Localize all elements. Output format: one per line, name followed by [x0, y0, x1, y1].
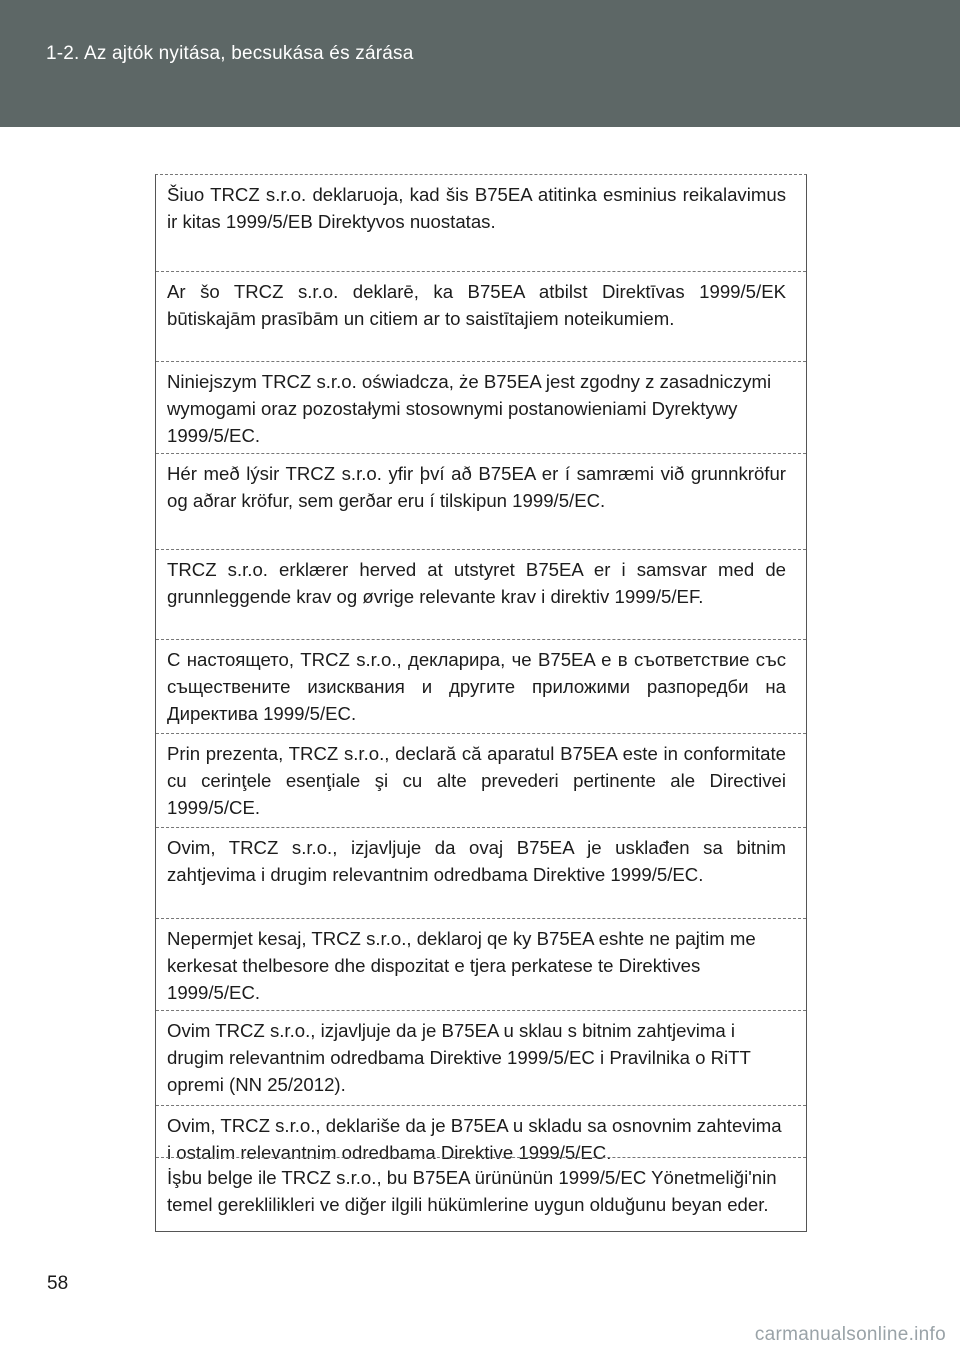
watermark: carmanualsonline.info	[754, 1324, 946, 1345]
declaration-turkish: İşbu belge ile TRCZ s.r.o., bu B75EA ürününün 1999/5/EC Yönetmeliği'nin temel gereklilikleri ve diğer ilgili hükümlerine uygun olduğunu beyan eder.	[156, 1157, 806, 1233]
declaration-norwegian: TRCZ s.r.o. erklærer herved at utstyret B75EA er i samsvar med de grunnleggende krav og øvrige relevante krav i direktiv 1999/5/EF.	[156, 549, 806, 639]
declaration-lithuanian: Šiuo TRCZ s.r.o. deklaruoja, kad šis B75EA atitinka esminius reikalavimus ir kitas 1999/5/EB Direktyvos nuostatas.	[167, 184, 786, 232]
declaration-croatian-ritt: Ovim TRCZ s.r.o., izjavljuje da je B75EA u sklau s bitnim zahtjevima i drugim relevantnim odredbama Direktive 1999/5/EC i Pravilnika o RiTT opremi (NN 25/2012).	[156, 1010, 806, 1105]
declaration-table	[155, 174, 807, 1232]
declaration-polish: Niniejszym TRCZ s.r.o. oświadcza, że B75EA jest zgodny z zasadniczymi wymogami oraz pozostałymi stosownymi postanowieniami Dyrektywy 1999/5/EC.	[156, 361, 806, 453]
declaration-latvian: Ar šo TRCZ s.r.o. deklarē, ka B75EA atbilst Direktīvas 1999/5/EK būtiskajām prasībām un citiem ar to saistītajiem noteikumiem.	[156, 271, 806, 361]
declaration-croatian: Ovim, TRCZ s.r.o., izjavljuje da ovaj B75EA je usklađen sa bitnim zahtjevima i drugim relevantnim odredbama Direktive 1999/5/EC.	[156, 827, 806, 918]
header-band	[0, 0, 960, 127]
section-title: 1-2. Az ajtók nyitása, becsukása és zárása	[46, 43, 414, 64]
declaration-bulgarian: С настоящето, TRCZ s.r.o., декларира, че B75EA е в съответствие със съществените изисквания и другите приложими разпоредби на Директива 1999/5/EC.	[156, 639, 806, 733]
declaration-icelandic: Hér með lýsir TRCZ s.r.o. yfir því að B75EA er í samræmi við grunnkröfur og aðrar kröfur, sem gerðar eru í tilskipun 1999/5/EC.	[156, 453, 806, 549]
declaration-albanian: Nepermjet kesaj, TRCZ s.r.o., deklaroj qe ky B75EA eshte ne pajtim me kerkesat thelbesore dhe dispozitat e tjera perkatese te Direktives 1999/5/EC.	[156, 918, 806, 1010]
declaration-romanian: Prin prezenta, TRCZ s.r.o., declară că aparatul B75EA este in conformitate cu cerinţele esenţiale şi cu alte prevederi pertinente ale Directivei 1999/5/CE.	[156, 733, 806, 827]
declaration-serbian: Ovim, TRCZ s.r.o., deklariše da je B75EA u skladu sa osnovnim zahtevima i ostalim relevantnim odredbama Direktive 1999/5/EC.	[156, 1105, 806, 1157]
page-number: 58	[47, 1273, 69, 1294]
